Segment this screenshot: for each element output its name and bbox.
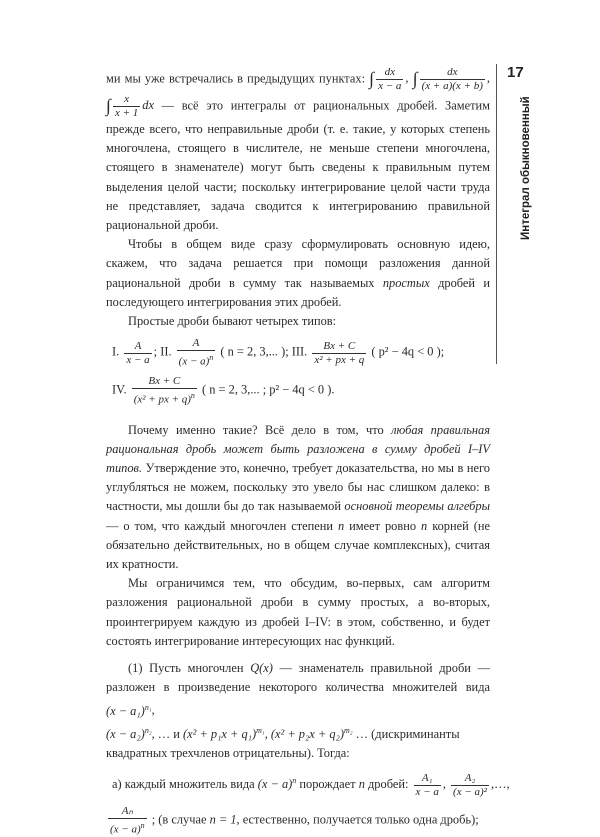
integral-1: ∫ $\frac{dx}{x - a}$ ,: [369, 66, 409, 92]
item-a-line-1: а) каждый множитель вида $(x - a)^n$ порождает n дробей: $\frac{\text{A₁}}{x - a}$ , $\frac{\text{A₂}}{\text{(x − a)²}}$ ,…,: [112, 772, 510, 799]
p1-tail: — всё это интегралы от рациональных дробей. Заметим прежде всего, что неправильные дроби (т. е. такие, у которых степень многочлена, стоящего в числителе, не меньше степени многочлена, стоящего в знаменателе) могут быть сведены к правильным путем выделения целой части; поскольку интегрирование целой части труда не представляет, задача сводится к интегрированию правильной рациональной дроби.: [106, 98, 490, 233]
paragraph-4: Почему именно такие? Всё дело в том, что любая правильная рациональная дробь может быть разложена в сумму дробей I–IV типов. Утверждение это, конечно, требует доказательства, но мы в него углубляться не можем, поскольку это увело бы нас слишком далеко: в частности, мы дошли бы до так называемой основной теоремы алгебры — о том, что каждый многочлен степени n имеет ровно n корней (не обязательно действительных, но в общем случае комплексных), считая их кратности.: [106, 422, 491, 571]
paragraph-5: Мы ограничимся тем, что обсудим, во-первых, сам алгоритм разложения рациональной дроби в сумму простых, а во-вторых, проинтегрируем каждую из дробей I–IV: в этом, собственно, и будет состоять интегрирование интересующих нас функций.: [106, 576, 490, 648]
p1-lead: ми мы уже встречались в предыдущих пунктах:: [106, 71, 366, 86]
integral-2: ∫ $\frac{dx}{(x + a)(x + b)}$ ,: [412, 66, 490, 92]
types-line-1: I. $\frac{A}{x - a}$ ; II. $\frac{A}{(x - a)^n}$ ( n = 2, 3,... ); III. $\frac{Bx + C}{\text{x² + px + q}}$ ( p² − 4q < 0 );: [112, 337, 445, 368]
page-body: [106, 66, 510, 837]
paragraph-3: Простые дроби бывают четырех типов:: [128, 314, 337, 329]
paragraph-6: (1) Пусть многочлен Q(x) — знаменатель правильной дроби — разложен в произведение некоторого количества множителей вида $(x - a_1)^{n_1}$,: [106, 660, 490, 718]
paragraph-6-line-2: $(x - a_2)^{n_2}$, … и $(x^2 + p_1x + q_1)^{m_1}$, $(x^2 + p_2x + q_2)^{m_2}$ … (дискриминанты: [106, 725, 460, 741]
type-II-fraction: $\frac{A}{(x - a)^n}$: [178, 337, 214, 368]
fraction-A2: $\frac{\text{A₂}}{\text{(x − a)²}}$: [453, 772, 487, 799]
fraction-A1: $\frac{\text{A₁}}{x - a}$: [415, 772, 439, 799]
term-simple: простых: [382, 275, 430, 290]
item-a-line-2: $\frac{\text{Aₙ}}{(x - a)^n}$ ; (в случае n = 1, естественно, получается только одна дробь);: [110, 805, 479, 836]
type-III-fraction: $\frac{Bx + C}{\text{x² + px + q}}$: [314, 339, 365, 366]
paragraph-1: [106, 66, 490, 235]
paragraph-2: Чтобы в общем виде сразу сформулировать основную идею, скажем, что задача решается при помощи разложения данной рациональной дроби в сумму так называемых простых дробей и последующего интегрирования этих дробей.: [106, 237, 490, 309]
paragraph-6-line-3: квадратных трехчленов отрицательны). Тогда:: [106, 746, 350, 761]
emphasis-fundamental-theorem: основной теоремы алгебры: [344, 499, 490, 514]
fraction-An: $\frac{\text{Aₙ}}{(x - a)^n}$: [110, 805, 145, 836]
page-number: 17: [507, 64, 524, 81]
emphasis-decomposition: любая правильная рациональная дробь может быть разложена в сумму дробей I–IV типов.: [106, 422, 490, 475]
types-line-2: IV. $\frac{Bx + C}{(x^2 + px + q)^n}$ ( n = 2, 3,... ; p² − 4q < 0 ).: [112, 374, 335, 406]
type-IV-fraction: $\frac{Bx + C}{(x^2 + px + q)^n}$: [133, 374, 195, 406]
type-I-fraction: $\frac{A}{x - a}$: [126, 339, 150, 366]
integral-3: ∫ $\frac{x}{x + 1}$ dx: [106, 93, 154, 119]
running-head: Интеграл обыкновенный: [520, 96, 532, 240]
